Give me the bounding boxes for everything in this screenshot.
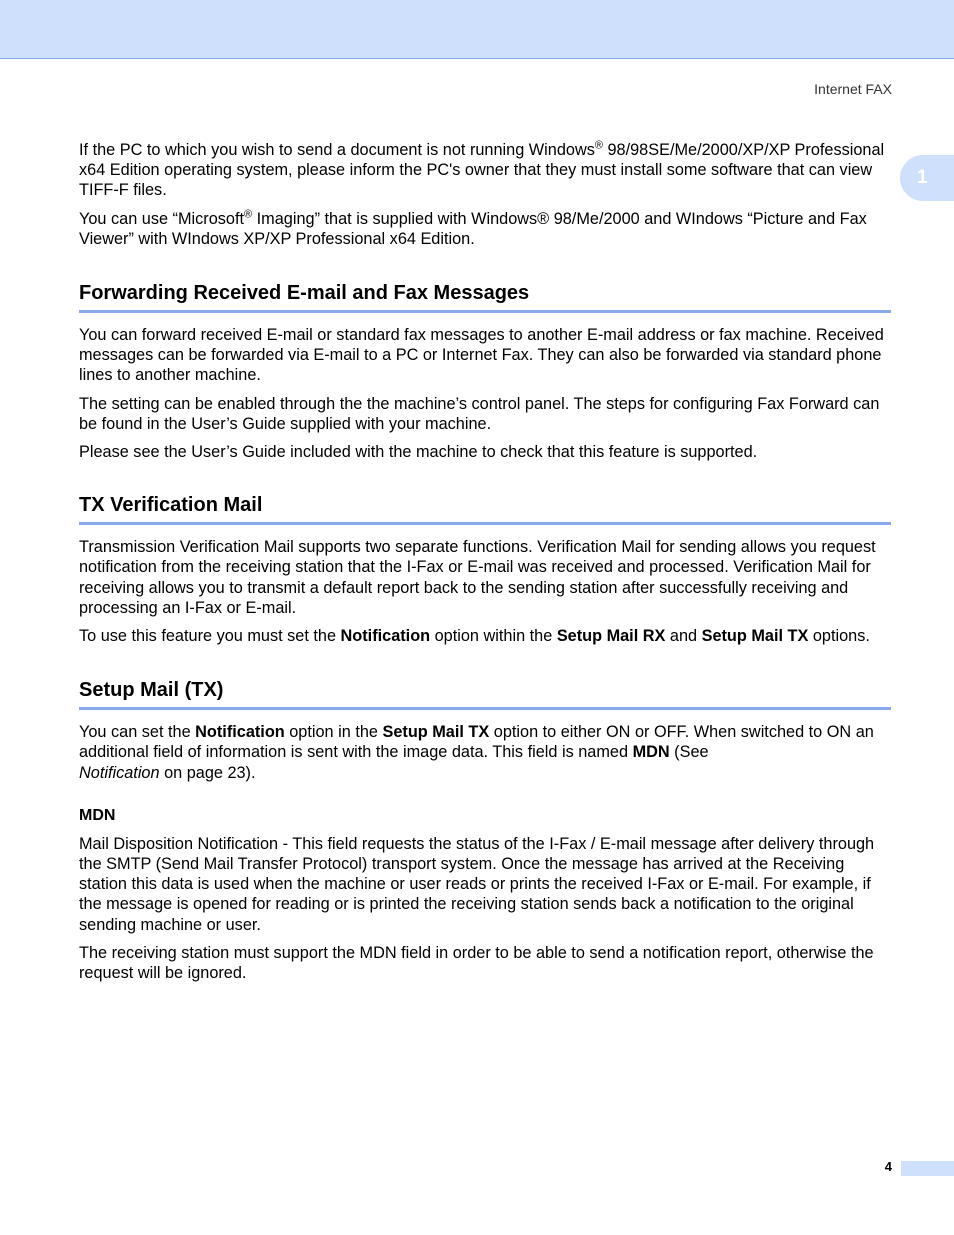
term-mdn: MDN (632, 743, 670, 762)
chapter-tab (900, 155, 954, 201)
section-heading-tx-verification: TX Verification Mail (79, 494, 891, 525)
setup-mail-paragraph-1: You can set the Notification option in the Setup Mail TX option to either ON or OFF. When switched to ON an additional field of information is sent with the image data. This field is named MDN (See Notification on page 23). (79, 723, 874, 782)
page-content (79, 140, 891, 991)
intro-paragraph-1: If the PC to which you wish to send a document is not running Windows® 98/98SE/Me/2000/XP/XP Professional x64 Edition operating system, please inform the PC's owner that they must install some software that can view TIFF-F files. (79, 139, 885, 200)
section-heading-setup-mail: Setup Mail (TX) (79, 679, 891, 710)
term-setup-mail-rx: Setup Mail RX (556, 627, 666, 646)
chapter-number: 1 (917, 167, 928, 188)
running-header: Internet FAX (814, 81, 892, 97)
registered-mark: ® (244, 208, 253, 221)
term-setup-mail-tx: Setup Mail TX (701, 627, 809, 646)
tx-verification-paragraph-1: Transmission Verification Mail supports two separate functions. Verification Mail for sending allows you request notification from the receiving station that the I-Fax or E-mail was received and processed. Verification Mail for receiving allows you to transmit a default report back to the sending station after successfully receiving and processing an I-Fax or E-mail. (79, 538, 876, 617)
term-notification: Notification (340, 627, 431, 646)
page-number: 4 (884, 1159, 892, 1174)
registered-mark: ® (594, 139, 603, 152)
section-heading-forwarding: Forwarding Received E-mail and Fax Messages (79, 282, 891, 313)
intro-paragraph-2: You can use “Microsoft® Imaging” that is supplied with Windows® 98/Me/2000 and WIndows “Picture and Fax Viewer” with WIndows XP/XP Professional x64 Edition. (79, 208, 867, 248)
mdn-paragraph-2: The receiving station must support the MDN field in order to be able to send a notification report, otherwise the request will be ignored. (79, 943, 874, 983)
term-notification: Notification (195, 723, 285, 742)
term-setup-mail-tx: Setup Mail TX (382, 723, 490, 742)
footer-bar (901, 1161, 954, 1176)
forwarding-paragraph-1: You can forward received E-mail or standard fax messages to another E-mail address or fax machine. Received messages can be forwarded via E-mail to a PC or Internet Fax. They can also be forwarded via standard phone lines to another machine. (79, 326, 884, 385)
cross-reference-notification[interactable]: Notification (79, 763, 160, 782)
mdn-paragraph-1: Mail Disposition Notification - This field requests the status of the I-Fax / E-mail message after delivery through the SMTP (Send Mail Transfer Protocol) transport system. Once the message has arrived at the Receiving station this data is used when the machine or user reads or prints the received I-Fax or E-mail. For example, if the message is opened for reading or is printed the receiving station sends back a notification to the original sending machine or user. (79, 834, 875, 934)
forwarding-paragraph-2: The setting can be enabled through the the machine’s control panel. The steps for configuring Fax Forward can be found in the User’s Guide supplied with your machine. (79, 394, 880, 433)
subheading-mdn: MDN (79, 806, 116, 824)
forwarding-paragraph-3: Please see the User’s Guide included with the machine to check that this feature is supported. (79, 443, 758, 462)
tx-verification-paragraph-2: To use this feature you must set the Notification option within the Setup Mail RX and Setup Mail TX options. (79, 627, 870, 646)
header-band (0, 0, 954, 59)
